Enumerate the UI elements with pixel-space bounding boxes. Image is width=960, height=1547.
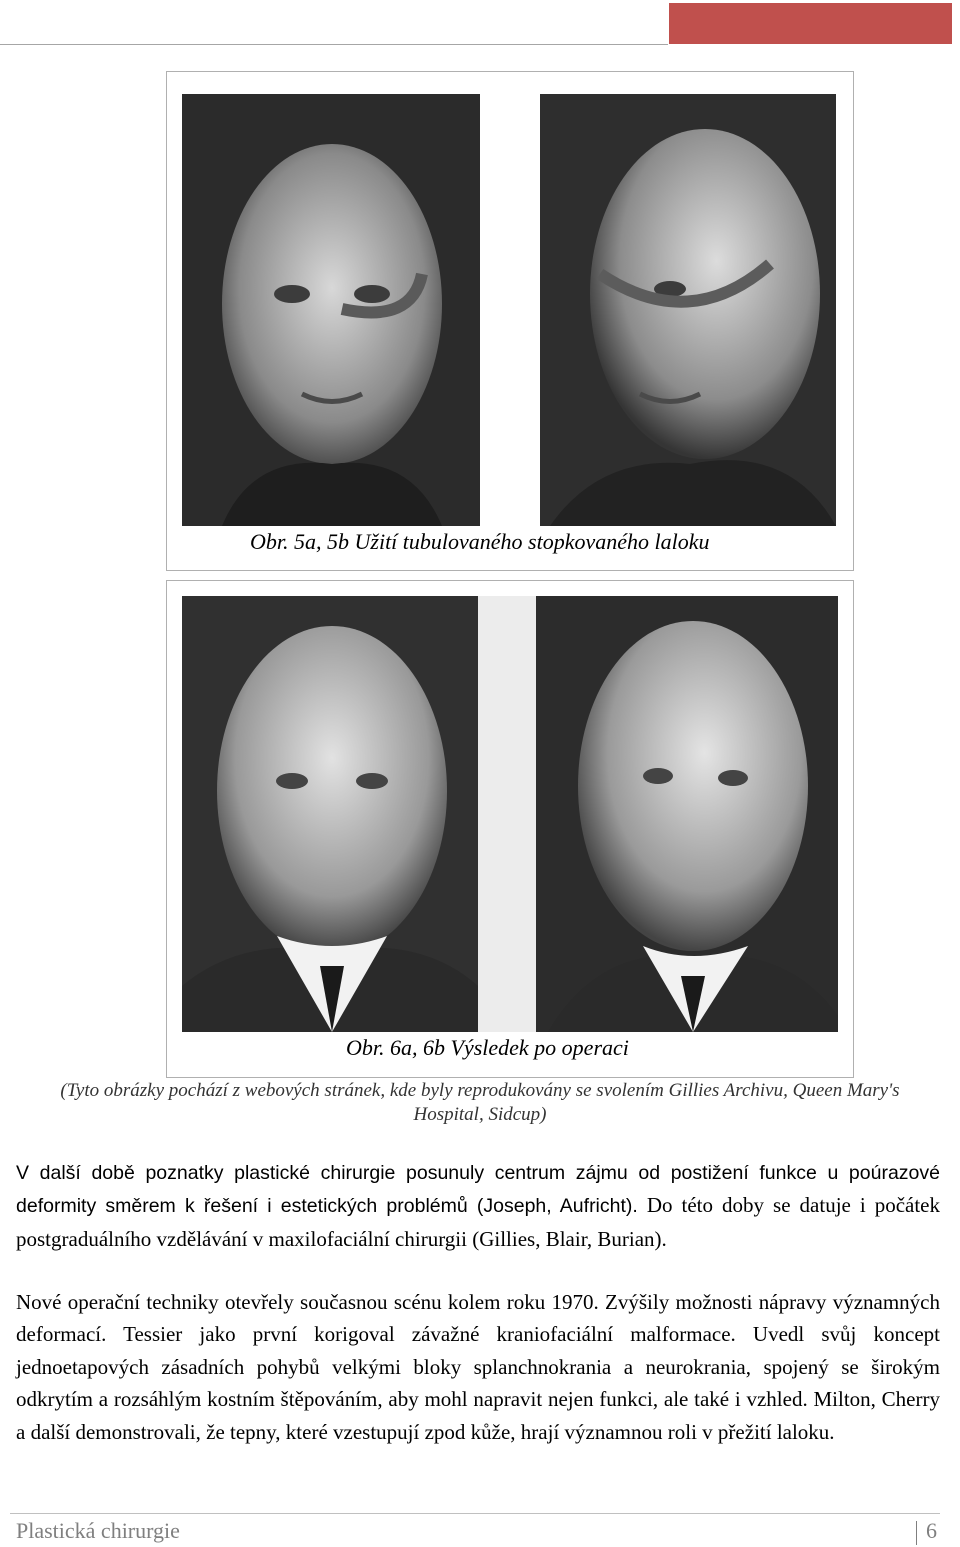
paragraph-1 (16, 1156, 940, 1255)
photo-5b (540, 94, 836, 526)
header-rule (0, 44, 668, 45)
photo-5a (182, 94, 480, 526)
figure-6-caption: Obr. 6a, 6b Výsledek po operaci (346, 1035, 629, 1060)
figure-5-caption: Obr. 5a, 5b Užití tubulovaného stopkovaného laloku (250, 529, 710, 554)
page-number: 6 (926, 1518, 937, 1543)
footer-separator (916, 1521, 917, 1545)
paragraph-1-serif-text: Do této doby se datuje i počátek postgraduálního vzdělávání v maxilofaciální chirurgii (Gillies, Blair, Burian). (16, 1193, 941, 1251)
photo-6a (182, 596, 478, 1032)
photo-6b (478, 596, 838, 1032)
header-accent-bar (669, 3, 952, 44)
footer-rule (10, 1513, 940, 1514)
footer-title: Plastická chirurgie (16, 1518, 180, 1543)
image-source-note: (Tyto obrázky pochází z webových stránek, kde byly reprodukovány se svolením Gillies Archivu, Queen Mary's Hospital, Sidcup) (60, 1080, 900, 1125)
paragraph-1-sans-text: V další době poznatky plastické chirurgie posunuly centrum zájmu od postižení funkce u poúrazové deformity směrem k řešení i estetických problémů (Joseph, Aufricht). (16, 1162, 940, 1218)
paragraph-2: Nové operační techniky otevřely současnou scénu kolem roku 1970. Zvýšily možnosti nápravy významných deformací. Tessier jako první korigoval závažné kraniofaciální malformace. Uvedl svůj koncept jednoetapových zásadních pohybů velkými bloky splanchnokrania a neurokrania, spojený se širokým odkrytím a rozsáhlým kostním štěpováním, aby mohl napravit nejen funkci, ale také i vzhled. Milton, Cherry a další demonstrovali, že tepny, které vzestupují zpod kůže, hrají významnou roli v přežití laloku. (16, 1290, 940, 1444)
